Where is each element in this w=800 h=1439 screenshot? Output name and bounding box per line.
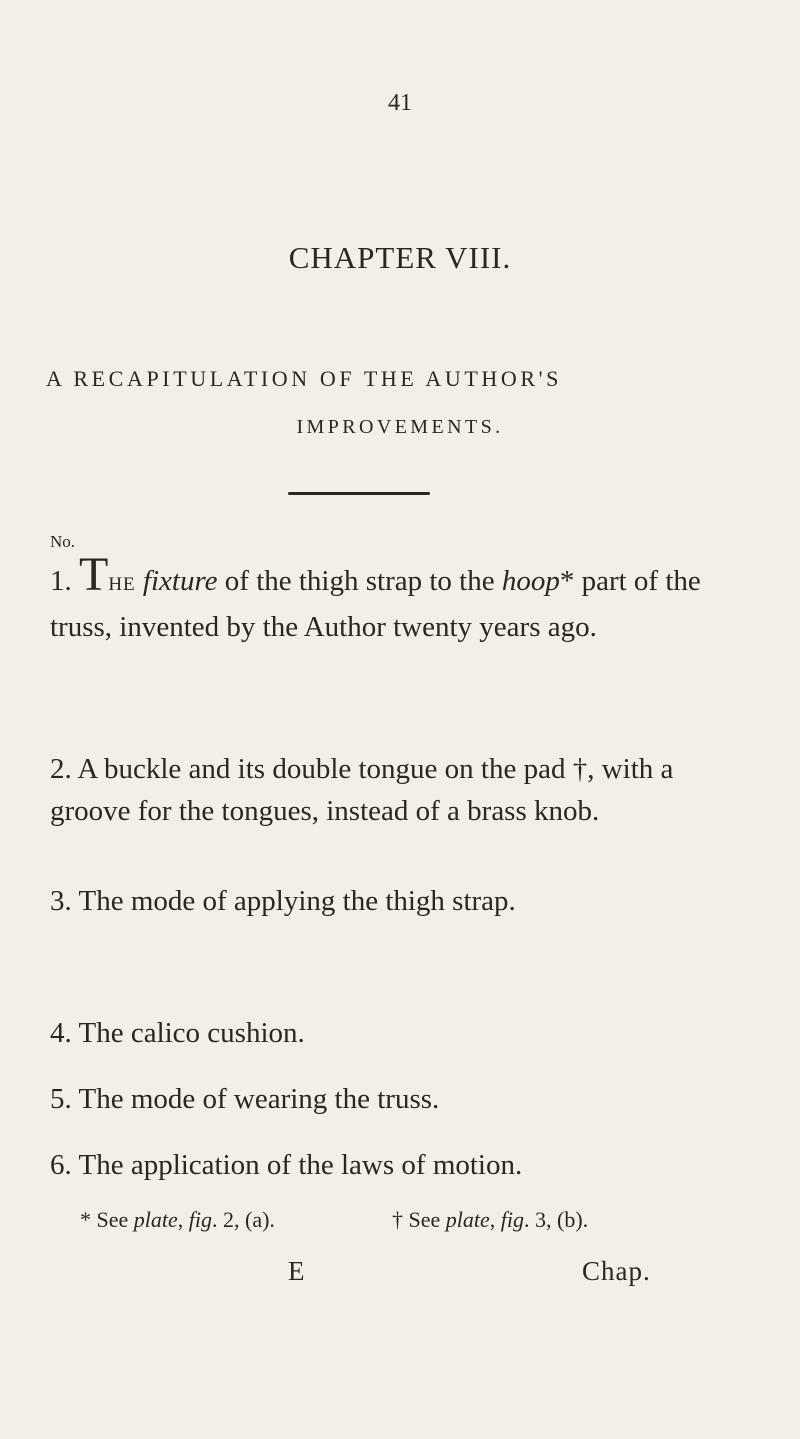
- item-text: [136, 565, 143, 597]
- chapter-subtitle-line-2: IMPROVEMENTS.: [296, 416, 504, 438]
- list-item-1: [50, 548, 760, 648]
- footnote-mark: †: [392, 1207, 409, 1232]
- item-number: 4.: [50, 1017, 72, 1049]
- footnote-text-italic: fig: [500, 1207, 524, 1232]
- item-text: A buckle and its double tongue on the pad †, with a groove for the tongues, instead of a brass knob.: [50, 753, 674, 827]
- item-text: The mode of applying the thigh strap.: [78, 885, 516, 917]
- chapter-heading: CHAPTER VIII.: [288, 240, 512, 275]
- footnote-text-italic: plate: [133, 1207, 178, 1232]
- footnote-text-italic: plate: [445, 1207, 490, 1232]
- list-item-4: [50, 1012, 760, 1054]
- item-text-italic: hoop: [501, 565, 560, 597]
- list-item-3: [50, 880, 760, 922]
- footnote-text-italic: fig: [188, 1207, 212, 1232]
- signature-mark: E: [288, 1256, 305, 1286]
- item-text: * part of the truss, invented by the Author twenty years ago.: [50, 565, 701, 643]
- footnote-mark: *: [80, 1207, 97, 1232]
- page-number: 41: [388, 90, 412, 116]
- footnote-text: . 2, (a).: [212, 1207, 275, 1232]
- footnote-1: * See plate, fig. 2, (a).: [80, 1207, 275, 1232]
- footnote-text: . 3, (b).: [524, 1207, 589, 1232]
- footnote-text: See: [96, 1207, 134, 1232]
- item-number: 6.: [50, 1149, 72, 1181]
- catchword: Chap.: [582, 1256, 651, 1286]
- footnote-2: † See plate, fig. 3, (b).: [392, 1207, 589, 1232]
- item-text: The application of the laws of motion.: [78, 1149, 523, 1181]
- small-caps-text: HE: [108, 574, 136, 595]
- footnote-text: See: [408, 1207, 446, 1232]
- drop-cap: T: [79, 548, 109, 601]
- item-number: 5.: [50, 1083, 72, 1115]
- chapter-subtitle-line-1: A RECAPITULATION OF THE AUTHOR'S: [46, 366, 563, 391]
- item-text-italic: fixture: [142, 565, 218, 597]
- list-item-2: [50, 748, 760, 832]
- list-item-5: [50, 1078, 760, 1120]
- item-number: 3.: [50, 885, 72, 917]
- item-number: 2.: [50, 753, 72, 785]
- item-number: 1.: [50, 565, 72, 597]
- item-text: The calico cushion.: [78, 1017, 305, 1049]
- list-item-6: [50, 1144, 760, 1186]
- number-label: No.: [50, 532, 76, 551]
- item-text: The mode of wearing the truss.: [78, 1083, 440, 1115]
- section-rule: [288, 492, 430, 495]
- item-text: of the thigh strap to the: [217, 565, 502, 597]
